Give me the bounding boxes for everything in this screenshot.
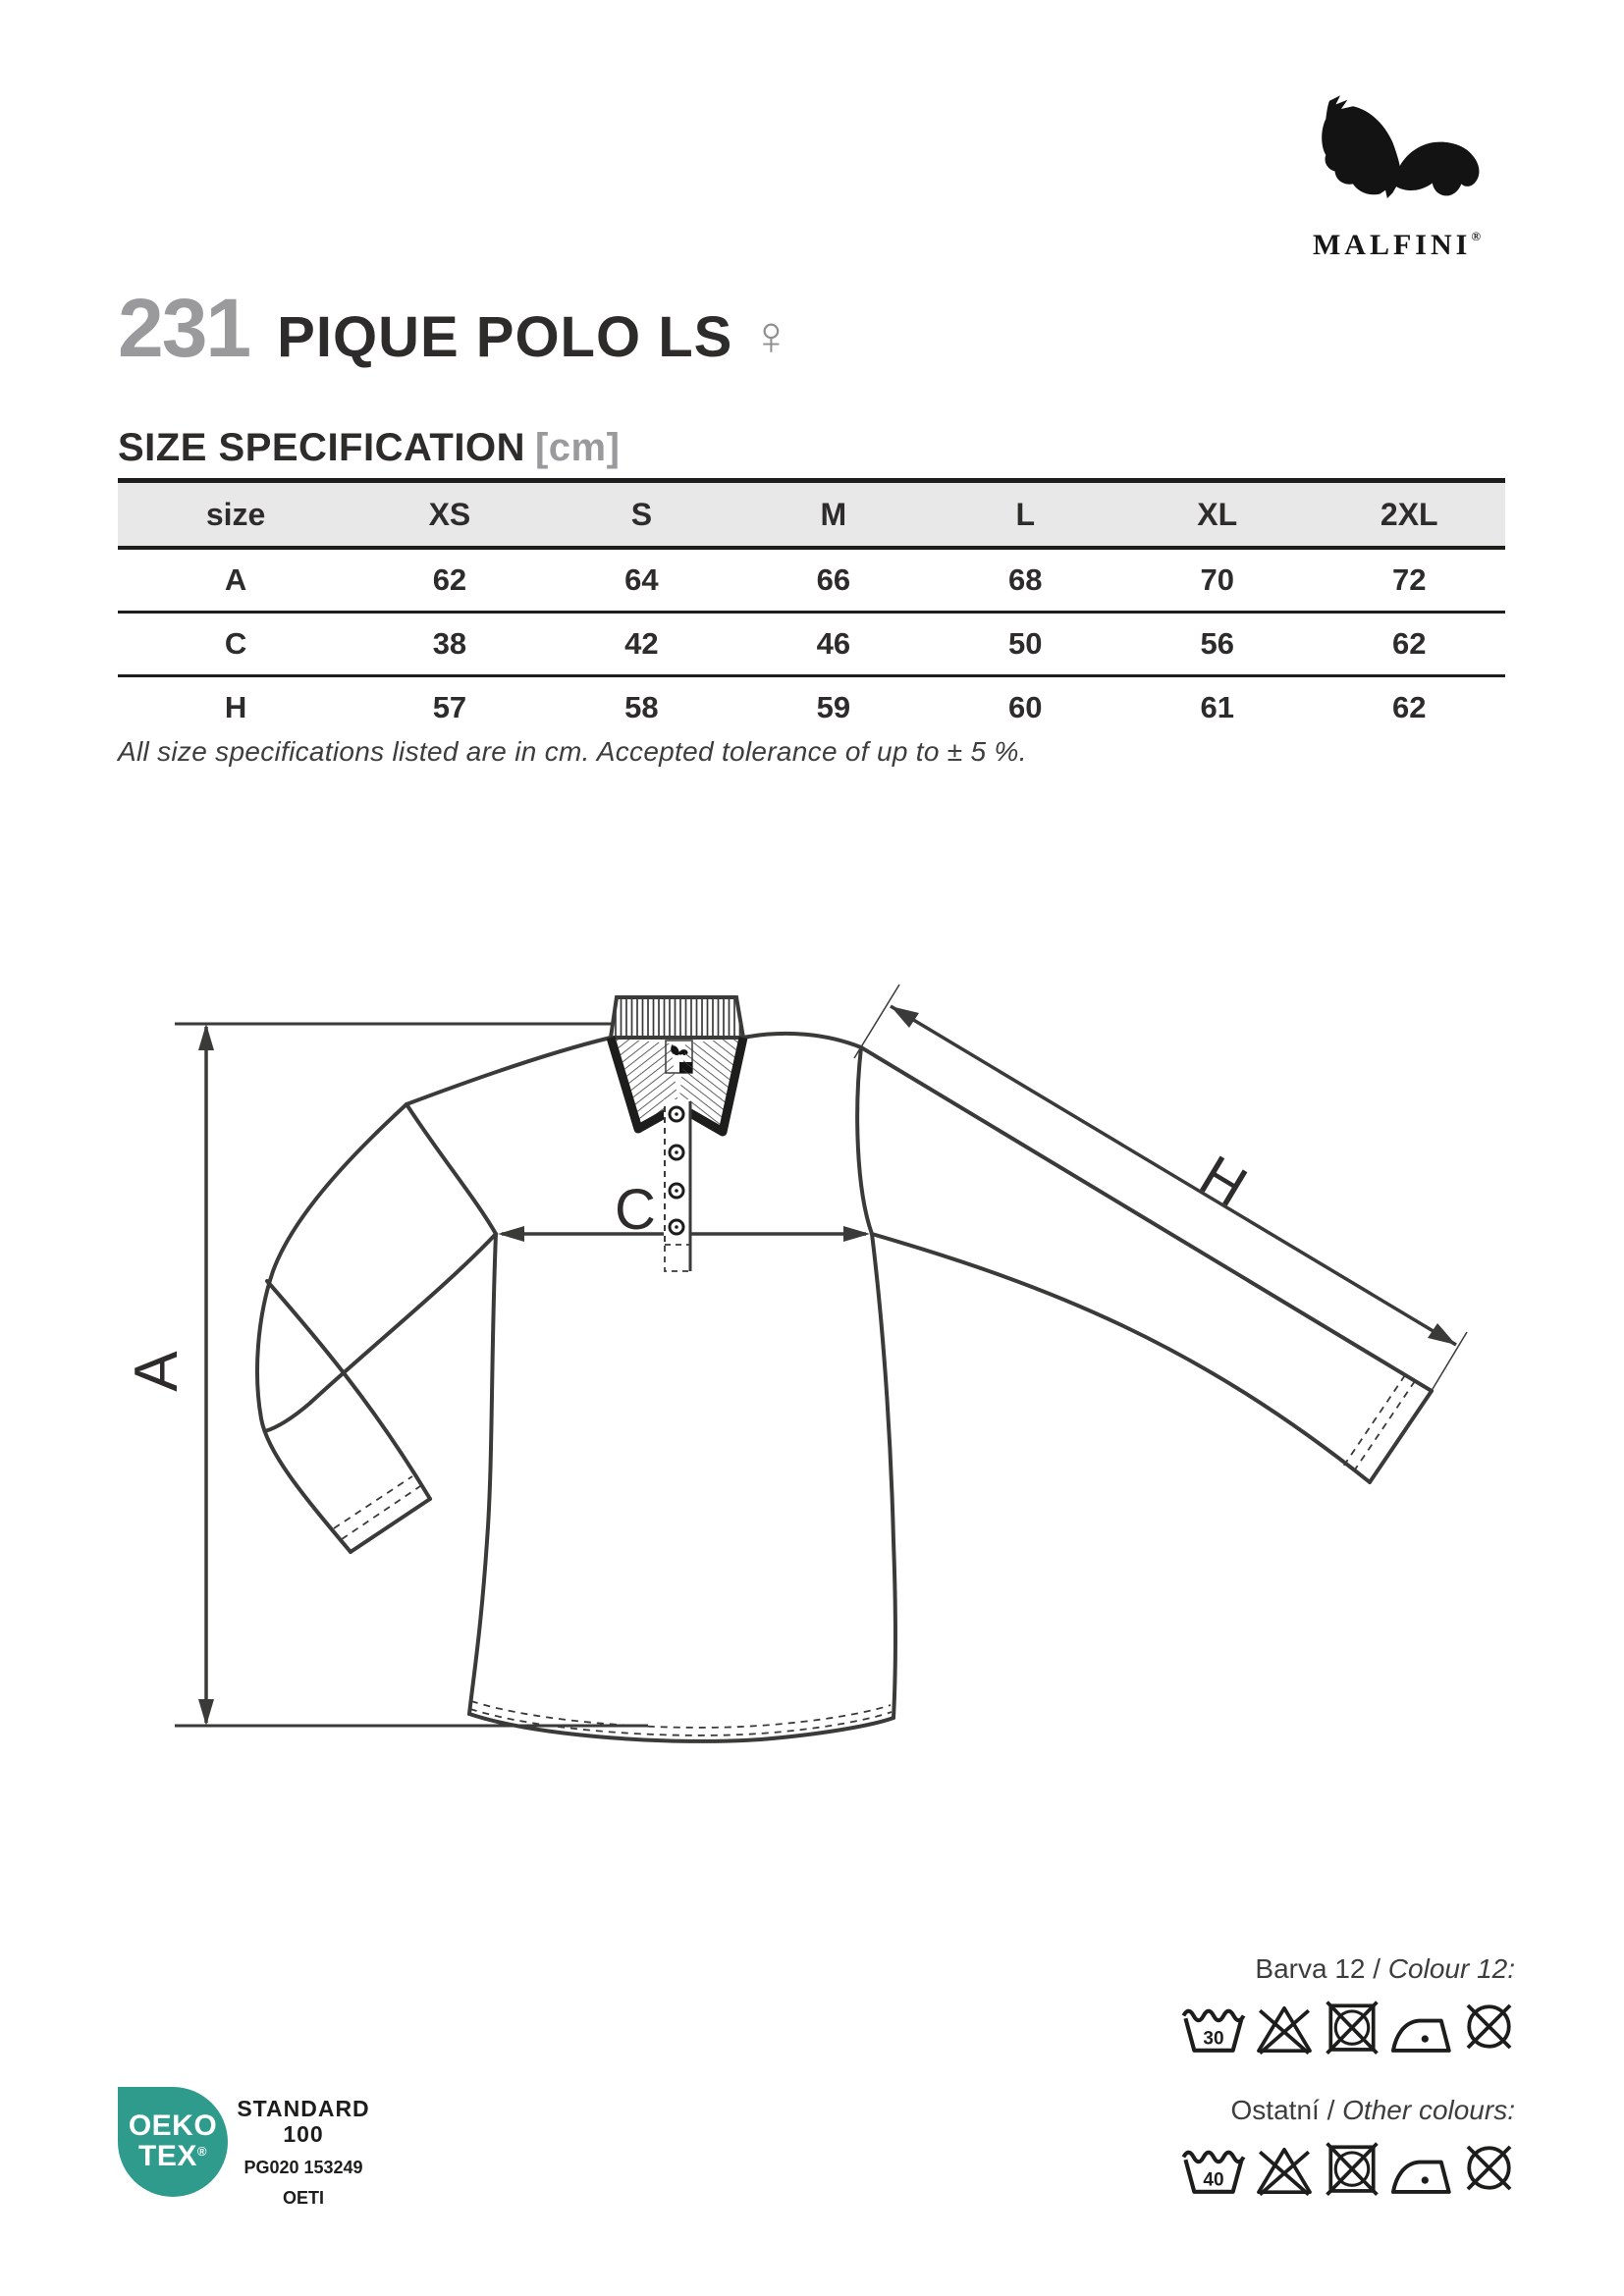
- row-label: C: [118, 613, 353, 676]
- dimension-h-line: [854, 985, 1467, 1404]
- size-cell: 62: [353, 548, 545, 613]
- certificate-code: PG020 153249: [244, 2157, 363, 2177]
- unit-label: [cm]: [534, 426, 621, 469]
- page-title: [118, 282, 792, 374]
- size-spec-title: SIZE SPECIFICATION: [118, 426, 525, 469]
- certification-text: [230, 2097, 377, 2210]
- size-cell: 38: [353, 613, 545, 676]
- dimension-a-line: [175, 1024, 648, 1726]
- size-cell: 56: [1121, 613, 1313, 676]
- eagle-logo-icon: [1288, 86, 1506, 222]
- table-row-c: [118, 613, 1505, 676]
- do-not-tumble-dry-icon: [1322, 2000, 1382, 2055]
- do-not-bleach-icon: [1254, 2141, 1315, 2196]
- col-header-2xl: 2XL: [1313, 481, 1505, 549]
- do-not-dry-clean-icon: [1461, 2140, 1517, 2196]
- svg-text:40: 40: [1203, 2169, 1224, 2191]
- col-header-l: L: [930, 481, 1121, 549]
- size-cell: 60: [1008, 690, 1043, 724]
- size-cell: 57: [432, 690, 467, 724]
- size-cell: 59: [816, 690, 851, 724]
- stitching-lines: [334, 1375, 1415, 1735]
- row-label: H: [224, 690, 247, 724]
- size-cell: 46: [737, 613, 929, 676]
- garment-technical-drawing: [118, 933, 1512, 1757]
- do-not-bleach-icon: [1254, 2000, 1315, 2055]
- oeko-tex-logo: [118, 2087, 228, 2197]
- registered-mark: ®: [1471, 229, 1482, 243]
- female-symbol-icon: ♀: [750, 304, 792, 366]
- col-header-xs: XS: [353, 481, 545, 549]
- do-not-dry-clean-icon: [1461, 1999, 1517, 2055]
- brand-wordmark: MALFINI®: [1312, 229, 1482, 261]
- oeko-line1: OEKO: [128, 2109, 218, 2143]
- dim-label-c: C: [615, 1178, 656, 1242]
- wash-30-icon: [1180, 2000, 1247, 2055]
- do-not-tumble-dry-icon: [1322, 2141, 1382, 2196]
- wash-40-icon: [1180, 2141, 1247, 2196]
- size-cell: 61: [1200, 690, 1234, 724]
- brand-logo: [1272, 86, 1522, 262]
- size-cell: 64: [546, 548, 737, 613]
- care-label-colour-12: Barva 12 / Colour 12:: [1255, 1953, 1515, 1984]
- button-placket: [664, 1099, 690, 1271]
- size-spec-heading: [118, 426, 620, 470]
- row-label: A: [118, 548, 353, 613]
- col-header-xl: XL: [1121, 481, 1313, 549]
- dim-label-h: H: [1189, 1143, 1258, 1219]
- size-cell: 62: [1313, 613, 1505, 676]
- col-header-size: size: [118, 481, 353, 549]
- table-row-h: [118, 676, 1505, 739]
- product-code: 231: [118, 282, 250, 374]
- size-cell: 72: [1313, 548, 1505, 613]
- size-cell: 68: [930, 548, 1121, 613]
- certificate-institute: OETI: [282, 2188, 324, 2208]
- size-cell: 58: [624, 690, 659, 724]
- size-cell: 66: [737, 548, 929, 613]
- standard-line2: 100: [283, 2120, 324, 2147]
- col-header-m: M: [737, 481, 929, 549]
- svg-text:30: 30: [1203, 2028, 1224, 2050]
- collar-band: [611, 997, 743, 1038]
- shirt-outline: [257, 1034, 1432, 1741]
- col-header-s: S: [546, 481, 737, 549]
- care-symbols-row-other-colours: [1180, 2140, 1517, 2196]
- care-symbols-row-colour-12: [1180, 1999, 1517, 2055]
- iron-low-temp-icon: [1389, 2002, 1454, 2055]
- iron-low-temp-icon: [1389, 2144, 1454, 2196]
- dim-label-a: A: [123, 1351, 190, 1392]
- size-cell: 62: [1391, 690, 1427, 724]
- standard-line1: STANDARD: [237, 2096, 370, 2121]
- size-cell: 70: [1121, 548, 1313, 613]
- size-cell: 50: [930, 613, 1121, 676]
- table-row-a: [118, 548, 1505, 613]
- size-cell: 42: [546, 613, 737, 676]
- size-table: [118, 478, 1505, 738]
- size-table-header-row: [118, 481, 1505, 549]
- oeko-line2: TEX®: [138, 2140, 207, 2172]
- care-label-other-colours: Ostatní / Other colours:: [1230, 2095, 1515, 2125]
- product-name: PIQUE POLO LS: [277, 305, 733, 369]
- registered-mark: ®: [196, 2144, 207, 2159]
- tolerance-note: All size specifications listed are in cm. Accepted tolerance of up to ± 5 %.: [118, 736, 1027, 767]
